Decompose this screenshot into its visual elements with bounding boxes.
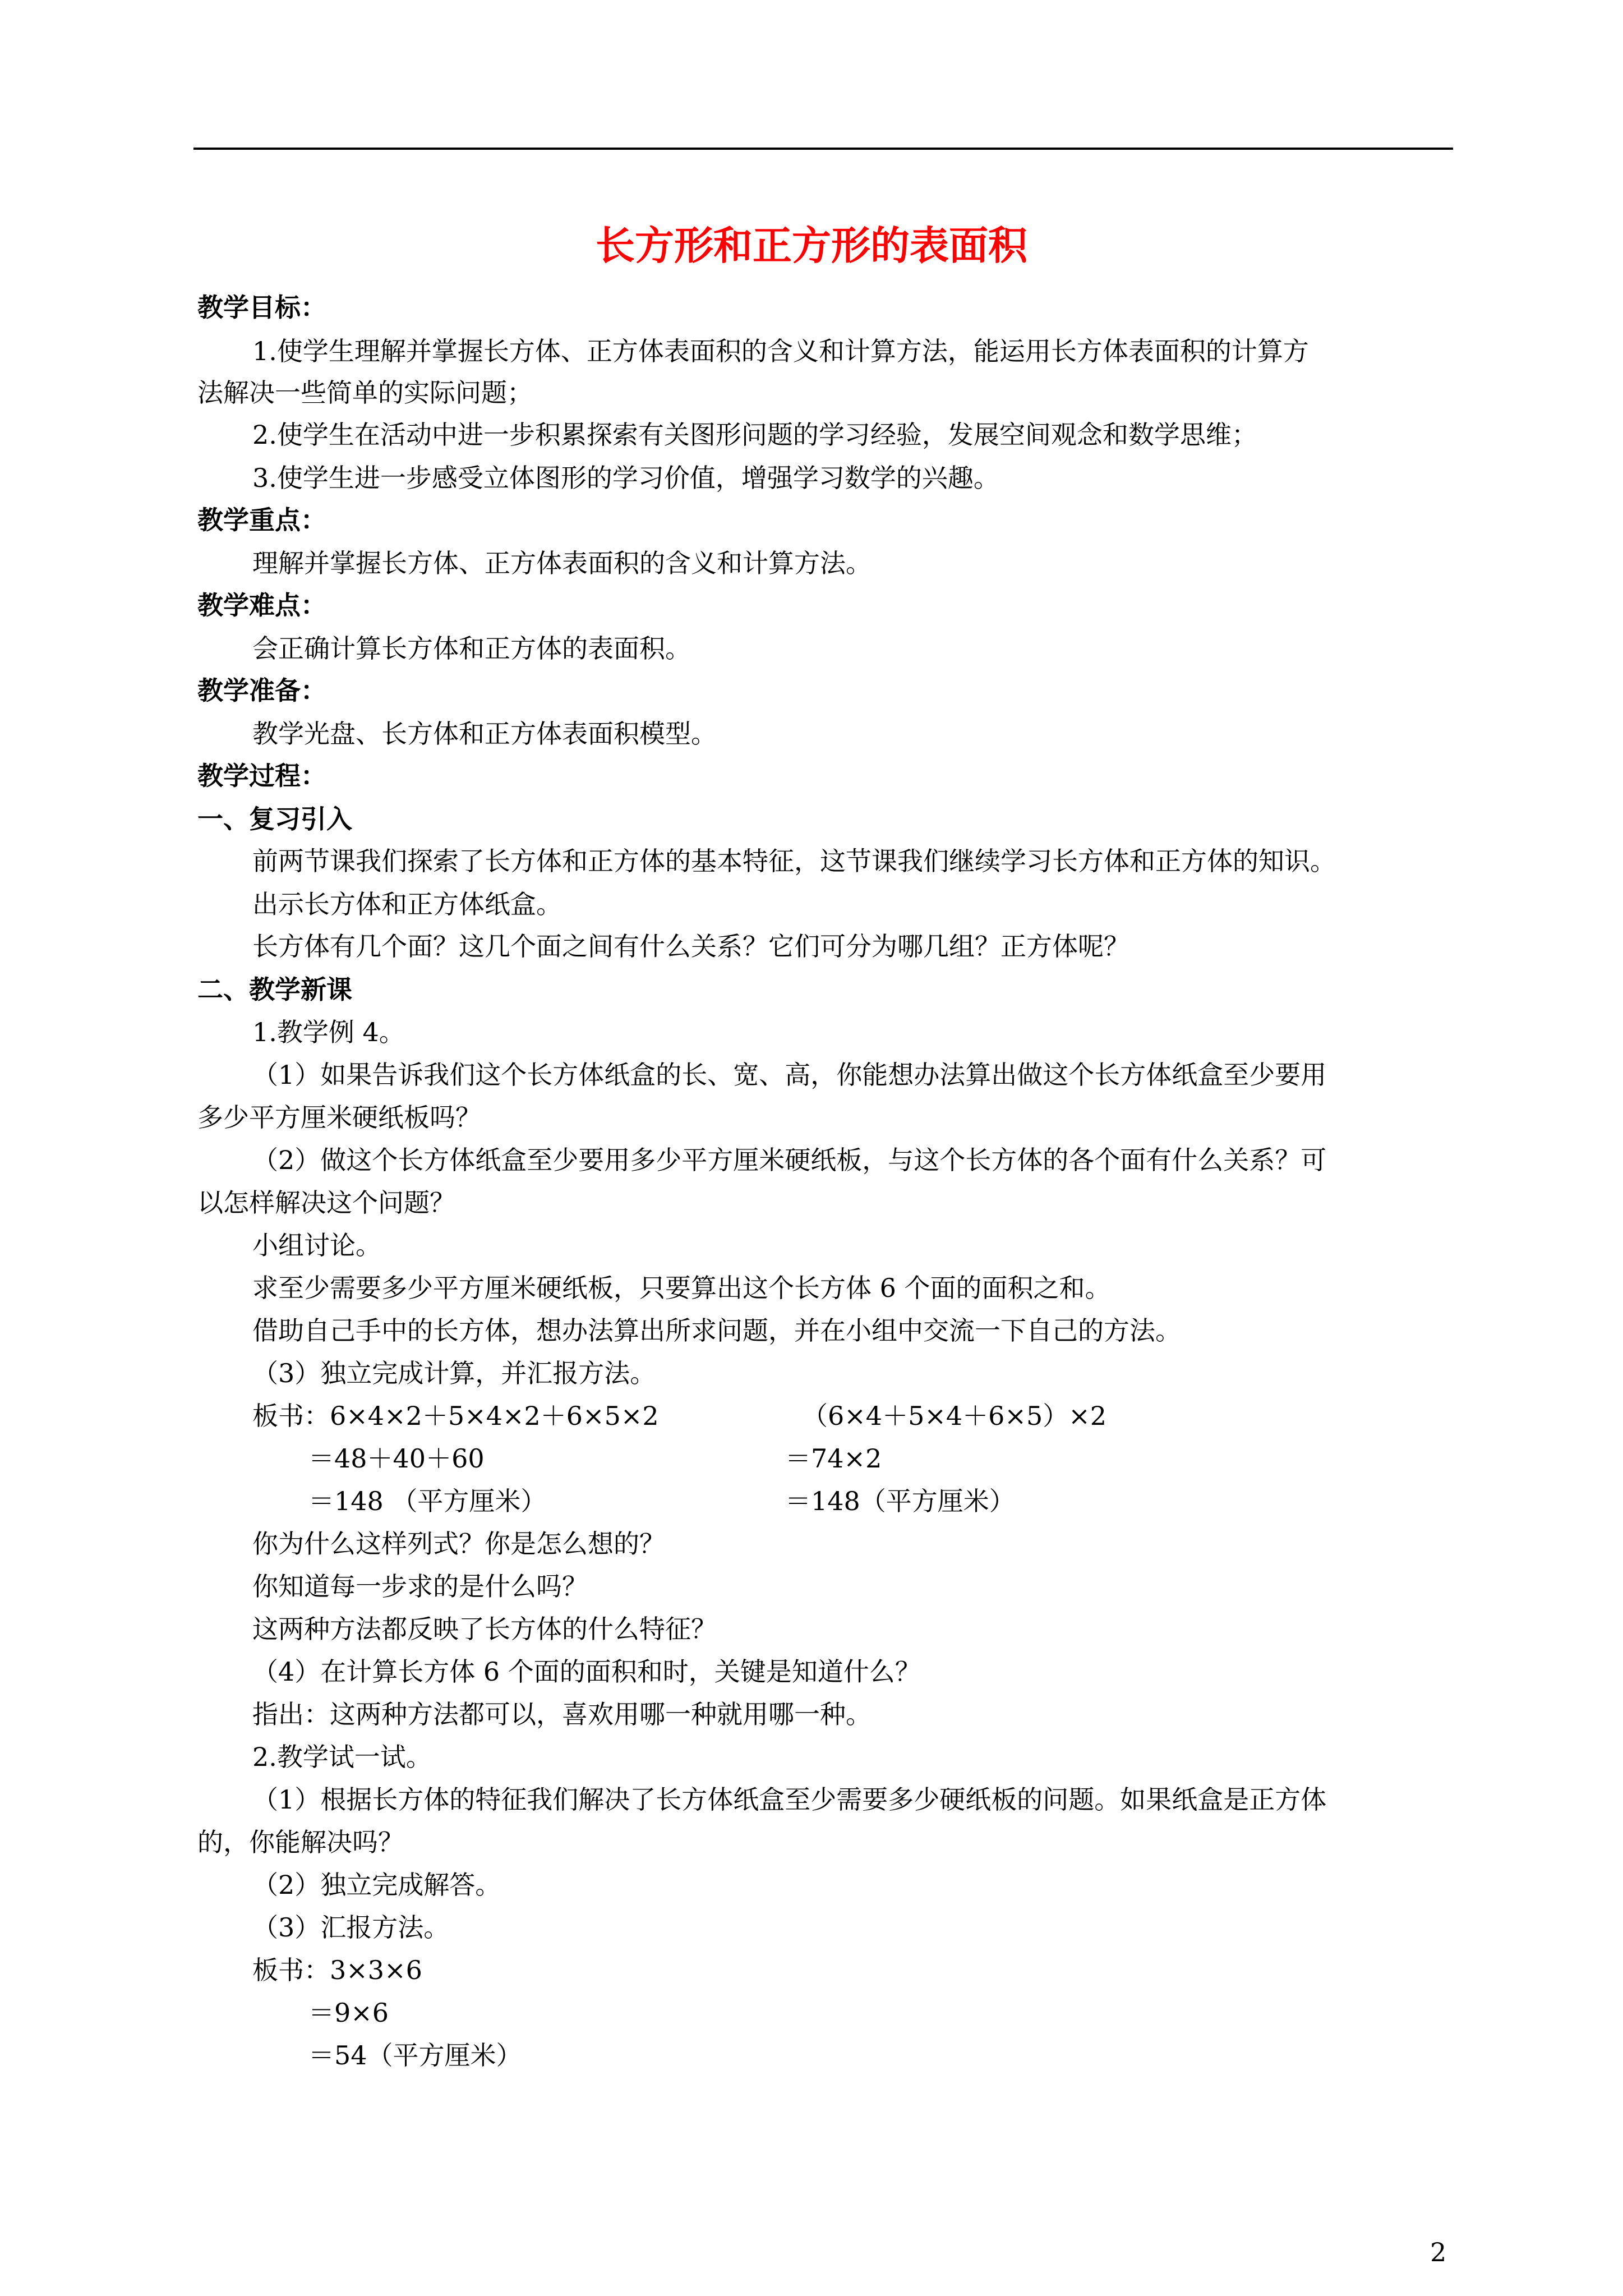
- document-title: 长方形和正方形的表面积: [596, 222, 1027, 269]
- paragraph-line: （4）在计算长方体 6 个面的面积和时，关键是知道什么？: [252, 1657, 921, 1687]
- board-formula-method-1-result: ＝148 （平方厘米）: [308, 1486, 547, 1516]
- board-formula-method-1: 板书：6×4×2＋5×4×2＋6×5×2: [252, 1401, 659, 1431]
- paragraph-line: 多少平方厘米硬纸板吗？: [197, 1102, 481, 1133]
- board-formula-cube-result: ＝54（平方厘米）: [308, 2040, 522, 2070]
- paragraph-line: 的，你能解决吗？: [197, 1827, 404, 1857]
- paragraph-line: 3.使学生进一步感受立体图形的学习价值，增强学习数学的兴趣。: [252, 463, 999, 493]
- paragraph-line: 你知道每一步求的是什么吗？: [252, 1571, 588, 1602]
- board-formula-method-1-step: ＝48＋40＋60: [308, 1443, 485, 1474]
- heading-process: 教学过程：: [197, 761, 326, 791]
- paragraph-line: （2）做这个长方体纸盒至少要用多少平方厘米硬纸板，与这个长方体的各个面有什么关系？可: [252, 1145, 1327, 1175]
- page-number: 2: [1430, 2237, 1447, 2267]
- paragraph-line: 你为什么这样列式？你是怎么想的？: [252, 1529, 665, 1559]
- paragraph-line: 1.使学生理解并掌握长方体、正方体表面积的含义和计算方法，能运用长方体表面积的计算方: [252, 336, 1309, 366]
- paragraph-line: 长方体有几个面？这几个面之间有什么关系？它们可分为哪几组？正方体呢？: [252, 931, 1129, 961]
- paragraph-line: 2.使学生在活动中进一步积累探索有关图形问题的学习经验，发展空间观念和数学思维；: [252, 420, 1257, 450]
- paragraph-line: 出示长方体和正方体纸盒。: [252, 889, 562, 919]
- board-formula-method-2-step: ＝74×2: [785, 1443, 882, 1474]
- heading-section-review: 一、复习引入: [197, 804, 352, 834]
- paragraph-line: 小组讨论。: [252, 1230, 381, 1260]
- paragraph-line: 这两种方法都反映了长方体的什么特征？: [252, 1614, 717, 1644]
- heading-preparation: 教学准备：: [197, 675, 326, 706]
- paragraph-line: 教学光盘、长方体和正方体表面积模型。: [252, 719, 717, 749]
- paragraph-line: （3）独立完成计算，并汇报方法。: [252, 1358, 656, 1388]
- board-formula-cube-step: ＝9×6: [308, 1998, 389, 2028]
- heading-key-points: 教学重点：: [197, 505, 326, 535]
- paragraph-line: （1）根据长方体的特征我们解决了长方体纸盒至少需要多少硬纸板的问题。如果纸盒是正方体: [252, 1784, 1327, 1815]
- paragraph-line: 指出：这两种方法都可以，喜欢用哪一种就用哪一种。: [252, 1699, 872, 1729]
- paragraph-line: 借助自己手中的长方体，想办法算出所求问题，并在小组中交流一下自己的方法。: [252, 1315, 1181, 1346]
- board-formula-method-2: （6×4＋5×4＋6×5）×2: [802, 1401, 1107, 1431]
- board-formula-method-2-result: ＝148（平方厘米）: [785, 1486, 1015, 1516]
- heading-difficulties: 教学难点：: [197, 590, 326, 620]
- paragraph-line: （1）如果告诉我们这个长方体纸盒的长、宽、高，你能想办法算出做这个长方体纸盒至少要用: [252, 1060, 1327, 1090]
- heading-objectives: 教学目标：: [197, 292, 326, 323]
- paragraph-line: 前两节课我们探索了长方体和正方体的基本特征，这节课我们继续学习长方体和正方体的知识。: [252, 846, 1336, 876]
- paragraph-line: 1.教学例 4。: [252, 1017, 405, 1047]
- paragraph-line: 求至少需要多少平方厘米硬纸板，只要算出这个长方体 6 个面的面积之和。: [252, 1273, 1111, 1303]
- header-rule: [193, 148, 1453, 150]
- board-formula-cube: 板书：3×3×6: [252, 1955, 422, 1985]
- paragraph-line: 2.教学试一试。: [252, 1742, 432, 1772]
- paragraph-line: （3）汇报方法。: [252, 1912, 450, 1943]
- paragraph-line: （2）独立完成解答。: [252, 1870, 501, 1900]
- paragraph-line: 以怎样解决这个问题？: [197, 1188, 455, 1218]
- paragraph-line: 法解决一些简单的实际问题；: [197, 378, 533, 408]
- heading-section-new-lesson: 二、教学新课: [197, 974, 352, 1005]
- paragraph-line: 理解并掌握长方体、正方体表面积的含义和计算方法。: [252, 548, 872, 578]
- paragraph-line: 会正确计算长方体和正方体的表面积。: [252, 633, 691, 664]
